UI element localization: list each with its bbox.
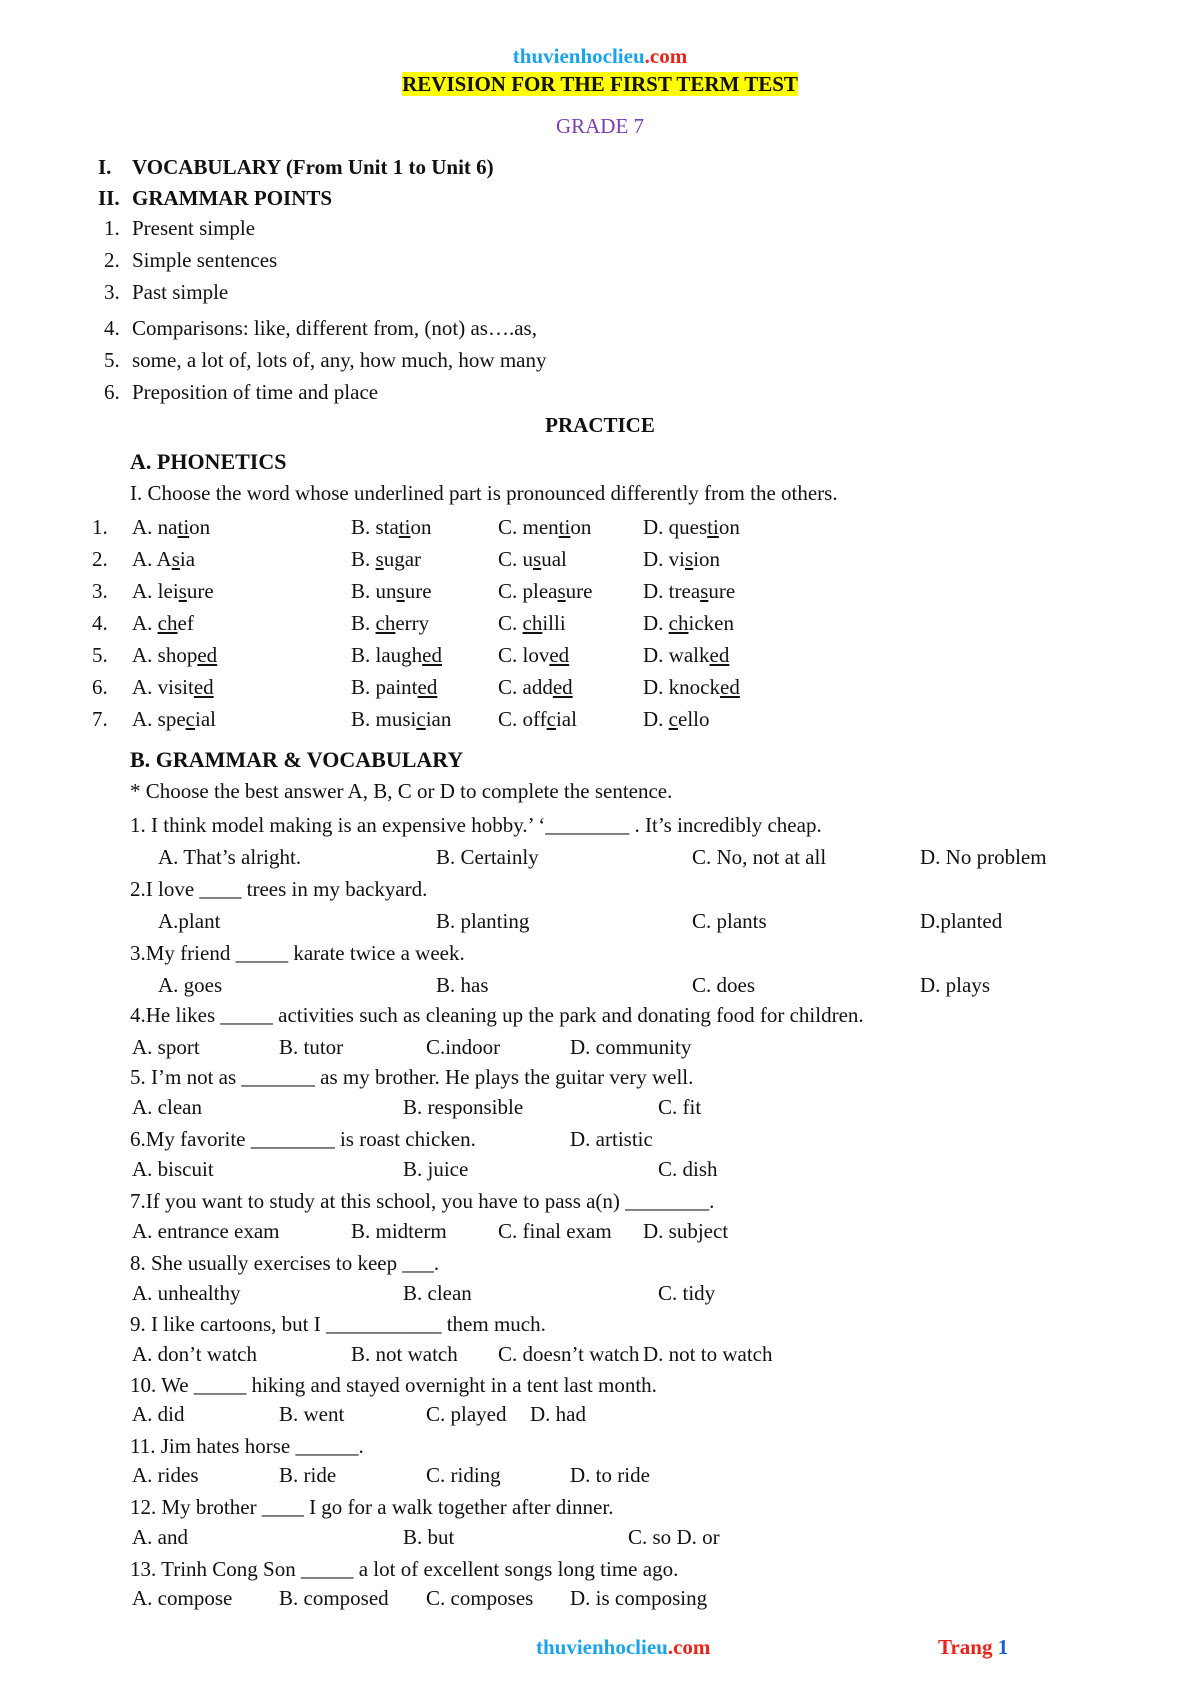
answer-option[interactable]: C. does <box>692 973 755 997</box>
phonetics-option-b <box>351 677 437 698</box>
underlined-part: s <box>700 579 709 603</box>
phonetics-option-d <box>643 645 729 666</box>
question-text: 6.My favorite ________ is roast chicken. <box>130 1127 476 1151</box>
answer-option[interactable]: D. community <box>570 1035 692 1059</box>
answer-option[interactable]: C. composes <box>426 1586 534 1610</box>
gv-letter: B. <box>130 747 151 772</box>
word-part: A. <box>132 611 158 635</box>
underlined-part: c <box>185 707 195 731</box>
phonetics-option-c <box>498 677 573 698</box>
word-part: A. A <box>132 547 172 571</box>
underlined-part: ti <box>398 515 411 539</box>
answer-option[interactable]: A. don’t watch <box>132 1342 258 1366</box>
phonetics-letter: A. <box>130 449 152 474</box>
answer-option[interactable]: B. responsible <box>403 1095 524 1119</box>
answer-option[interactable]: B. midterm <box>351 1219 447 1243</box>
answer-option[interactable]: D.planted <box>920 909 1003 933</box>
grammar-item: Preposition of time and place <box>132 380 379 404</box>
underlined-part: c <box>668 707 678 731</box>
word-part: ial <box>195 707 216 731</box>
phonetics-option-a <box>132 549 195 570</box>
word-part: C. add <box>498 675 553 699</box>
grammar-item-number: 6. <box>104 380 120 404</box>
word-part: B. <box>351 611 376 635</box>
answer-option[interactable]: D. to ride <box>570 1463 650 1487</box>
word-part: C. plea <box>498 579 558 603</box>
answer-option[interactable]: D. had <box>530 1402 586 1426</box>
phonetics-item-number: 2. <box>92 547 108 571</box>
answer-option[interactable]: D. or <box>676 1525 720 1549</box>
answer-option[interactable]: A. goes <box>158 973 223 997</box>
answer-option[interactable]: D. is composing <box>570 1586 708 1610</box>
phonetics-option-a <box>132 581 214 602</box>
grade-label: GRADE 7 <box>555 114 645 138</box>
phonetics-option-b <box>351 581 432 602</box>
grammar-item: Past simple <box>132 280 229 304</box>
word-part: on <box>570 515 592 539</box>
phonetics-heading <box>130 451 286 473</box>
answer-option[interactable]: A. rides <box>132 1463 199 1487</box>
underlined-part: s <box>375 547 384 571</box>
grammar-num: II. <box>98 186 120 210</box>
underlined-part: ed <box>552 675 573 699</box>
grammar-item-number: 5. <box>104 348 120 372</box>
word-part: ello <box>678 707 710 731</box>
word-part: A. visit <box>132 675 194 699</box>
underlined-part: ch <box>157 611 178 635</box>
phonetics-option-c <box>498 709 577 730</box>
answer-option[interactable]: C. dish <box>658 1157 718 1181</box>
title-wrap <box>0 74 1200 95</box>
answer-option[interactable]: C. fit <box>658 1095 702 1119</box>
word-part: C. off <box>498 707 547 731</box>
word-part: ure <box>186 579 214 603</box>
answer-option[interactable]: C. tidy <box>658 1281 716 1305</box>
underlined-part: c <box>546 707 556 731</box>
word-part: D. <box>643 611 669 635</box>
phonetics-option-d <box>643 677 740 698</box>
grammar-item-number: 4. <box>104 316 120 340</box>
underlined-part: s <box>178 579 187 603</box>
page-label: Trang <box>938 1635 993 1659</box>
answer-option[interactable]: B. clean <box>403 1281 472 1305</box>
word-part: erry <box>395 611 430 635</box>
word-part: ian <box>425 707 452 731</box>
question-text: 5. I’m not as _______ as my brother. He plays the guitar very well. <box>130 1065 694 1089</box>
phonetics-item-number: 6. <box>92 675 108 699</box>
answer-option[interactable]: B. juice <box>403 1157 469 1181</box>
underlined-part: ch <box>375 611 396 635</box>
phonetics-item-number: 1. <box>92 515 108 539</box>
word-part: illi <box>542 611 566 635</box>
word-part: B. sta <box>351 515 399 539</box>
phonetics-option-b <box>351 645 442 666</box>
question-text: 1. I think model making is an expensive hobby.’ ‘________ . It’s incredibly cheap. <box>130 813 822 837</box>
question-extra-option: D. artistic <box>570 1127 653 1151</box>
phonetics-item-number: 4. <box>92 611 108 635</box>
word-part: ion <box>693 547 721 571</box>
gv-instruction: * Choose the best answer A, B, C or D to complete the sentence. <box>130 779 673 803</box>
answer-option[interactable]: A.plant <box>158 909 221 933</box>
phonetics-item-number: 3. <box>92 579 108 603</box>
word-part: B. paint <box>351 675 418 699</box>
phonetics-option-d <box>643 517 740 538</box>
grammar-heading: GRAMMAR POINTS <box>132 186 333 210</box>
underlined-part: ed <box>709 643 730 667</box>
underlined-part: ed <box>197 643 218 667</box>
practice-heading: PRACTICE <box>545 413 655 437</box>
phonetics-option-d <box>643 581 735 602</box>
word-part: ia <box>179 547 196 571</box>
word-part: B. <box>351 547 376 571</box>
phonetics-option-a <box>132 709 216 730</box>
word-part: icken <box>688 611 734 635</box>
grammar-item: Simple sentences <box>132 248 278 272</box>
answer-option[interactable]: A. entrance exam <box>132 1219 280 1243</box>
underlined-part: ed <box>549 643 570 667</box>
answer-option[interactable]: A. and <box>132 1525 188 1549</box>
answer-option[interactable]: B. not watch <box>351 1342 458 1366</box>
answer-option[interactable]: B. Certainly <box>436 845 539 869</box>
answer-option[interactable]: B. tutor <box>279 1035 344 1059</box>
word-part: A. na <box>132 515 178 539</box>
answer-option[interactable]: A. clean <box>132 1095 202 1119</box>
answer-option[interactable]: B. composed <box>279 1586 389 1610</box>
phonetics-option-d <box>643 549 720 570</box>
answer-option-group <box>628 1527 720 1548</box>
word-part: B. un <box>351 579 397 603</box>
phonetics-option-c <box>498 613 566 634</box>
phonetics-option-b <box>351 517 432 538</box>
grammar-item-number: 2. <box>104 248 120 272</box>
phonetics-item-number: 5. <box>92 643 108 667</box>
answer-option[interactable]: C.indoor <box>426 1035 501 1059</box>
phonetics-item-number: 7. <box>92 707 108 731</box>
phonetics-option-d <box>643 613 734 634</box>
question-text: 8. She usually exercises to keep ___. <box>130 1251 440 1275</box>
answer-option[interactable]: C. so <box>628 1525 672 1549</box>
word-part: A. spe <box>132 707 186 731</box>
answer-option[interactable]: A. sport <box>132 1035 200 1059</box>
word-part: D. vi <box>643 547 685 571</box>
question-text: 2.I love ____ trees in my backyard. <box>130 877 428 901</box>
answer-option[interactable]: A. unhealthy <box>132 1281 241 1305</box>
question-text: 12. My brother ____ I go for a walk together after dinner. <box>130 1495 614 1519</box>
word-part: D. <box>643 707 669 731</box>
word-part: A. lei <box>132 579 179 603</box>
gv-title: GRAMMAR & VOCABULARY <box>155 747 464 772</box>
answer-option[interactable]: B. but <box>403 1525 455 1549</box>
word-part: C. men <box>498 515 559 539</box>
underlined-part: ed <box>422 643 442 667</box>
underlined-part: s <box>396 579 405 603</box>
grammar-item-number: 3. <box>104 280 120 304</box>
question-text: 10. We _____ hiking and stayed overnight in a tent last month. <box>130 1373 657 1397</box>
underlined-part: s <box>557 579 566 603</box>
underlined-part: s <box>685 547 694 571</box>
underlined-part: ch <box>522 611 543 635</box>
footer-site[interactable] <box>536 1637 710 1658</box>
word-part: D. knock <box>643 675 720 699</box>
word-part: C. lov <box>498 643 550 667</box>
phonetics-option-b <box>351 709 451 730</box>
underlined-part: ch <box>668 611 689 635</box>
answer-option[interactable]: B. went <box>279 1402 345 1426</box>
underlined-part: ed <box>720 675 740 699</box>
vocab-num: I. <box>98 155 112 179</box>
answer-option[interactable]: A. That’s alright. <box>158 845 302 869</box>
answer-option[interactable]: A. compose <box>132 1586 233 1610</box>
answer-option[interactable]: A. biscuit <box>132 1157 214 1181</box>
answer-option[interactable]: D. subject <box>643 1219 729 1243</box>
word-part: D. walk <box>643 643 710 667</box>
answer-option[interactable]: B. ride <box>279 1463 337 1487</box>
site-domain: .com <box>644 44 688 68</box>
word-part: ef <box>177 611 194 635</box>
word-part: ual <box>541 547 567 571</box>
grammar-item: Comparisons: like, different from, (not) as….as, <box>132 316 537 340</box>
question-text: 11. Jim hates horse ______. <box>130 1434 364 1458</box>
phonetics-option-a <box>132 677 214 698</box>
gv-heading <box>130 749 463 771</box>
phonetics-option-a <box>132 613 194 634</box>
footer-site-name: thuvienhoclieu <box>536 1635 668 1659</box>
underlined-part: c <box>416 707 426 731</box>
word-part: B. laugh <box>351 643 423 667</box>
answer-option[interactable]: C. doesn’t watch <box>498 1342 640 1366</box>
answer-option[interactable]: B. planting <box>436 909 530 933</box>
question-text: 7.If you want to study at this school, you have to pass a(n) ________. <box>130 1189 715 1213</box>
grammar-item: some, a lot of, lots of, any, how much, how many <box>132 348 547 372</box>
grammar-item-number: 1. <box>104 216 120 240</box>
answer-option[interactable]: C. No, not at all <box>692 845 827 869</box>
phonetics-option-a <box>132 645 217 666</box>
answer-option[interactable]: C. final exam <box>498 1219 612 1243</box>
answer-option[interactable]: B. has <box>436 973 489 997</box>
phonetics-instruction: I. Choose the word whose underlined part is pronounced differently from the others. <box>130 481 838 505</box>
phonetics-option-c <box>498 645 569 666</box>
answer-option[interactable]: C. plants <box>692 909 767 933</box>
word-part: C. <box>498 611 523 635</box>
word-part: A. shop <box>132 643 198 667</box>
question-text: 3.My friend _____ karate twice a week. <box>130 941 465 965</box>
grammar-item: Present simple <box>132 216 256 240</box>
page-title: REVISION FOR THE FIRST TERM TEST <box>402 72 798 96</box>
underlined-part: ed <box>417 675 438 699</box>
question-text: 13. Trinh Cong Son _____ a lot of excellent songs long time ago. <box>130 1557 679 1581</box>
word-part: ure <box>565 579 593 603</box>
answer-option[interactable]: D. plays <box>920 973 990 997</box>
phonetics-option-c <box>498 517 591 538</box>
phonetics-option-c <box>498 581 593 602</box>
phonetics-title: PHONETICS <box>156 449 287 474</box>
word-part: ial <box>555 707 577 731</box>
question-text: 4.He likes _____ activities such as cleaning up the park and donating food for children. <box>130 1003 864 1027</box>
word-part: ure <box>708 579 736 603</box>
underlined-part: s <box>171 547 180 571</box>
word-part: C. u <box>498 547 534 571</box>
phonetics-option-b <box>351 613 429 634</box>
site-header[interactable] <box>0 46 1200 67</box>
phonetics-option-d <box>643 709 710 730</box>
word-part: B. musi <box>351 707 417 731</box>
underlined-part: ed <box>193 675 214 699</box>
answer-option[interactable]: C. played <box>426 1402 507 1426</box>
word-part: on <box>410 515 432 539</box>
phonetics-option-c <box>498 549 567 570</box>
underlined-part: ti <box>707 515 719 539</box>
underlined-part: ti <box>558 515 571 539</box>
vocab-heading: VOCABULARY (From Unit 1 to Unit 6) <box>132 155 494 179</box>
phonetics-option-b <box>351 549 421 570</box>
answer-option[interactable]: D. No problem <box>920 845 1047 869</box>
phonetics-option-a <box>132 517 210 538</box>
word-part: ugar <box>383 547 422 571</box>
answer-option[interactable]: D. not to watch <box>643 1342 773 1366</box>
underlined-part: s <box>533 547 542 571</box>
footer-site-domain: .com <box>667 1635 711 1659</box>
site-name: thuvienhoclieu <box>512 44 645 68</box>
word-part: on <box>718 515 740 539</box>
page-num: 1 <box>997 1635 1009 1659</box>
word-part: ure <box>404 579 432 603</box>
answer-option[interactable]: A. did <box>132 1402 185 1426</box>
page-number <box>938 1637 1008 1658</box>
question-text: 9. I like cartoons, but I ___________ them much. <box>130 1312 546 1336</box>
word-part: D. trea <box>643 579 701 603</box>
underlined-part: ti <box>177 515 190 539</box>
word-part: on <box>189 515 211 539</box>
answer-option[interactable]: C. riding <box>426 1463 501 1487</box>
word-part: D. ques <box>643 515 708 539</box>
